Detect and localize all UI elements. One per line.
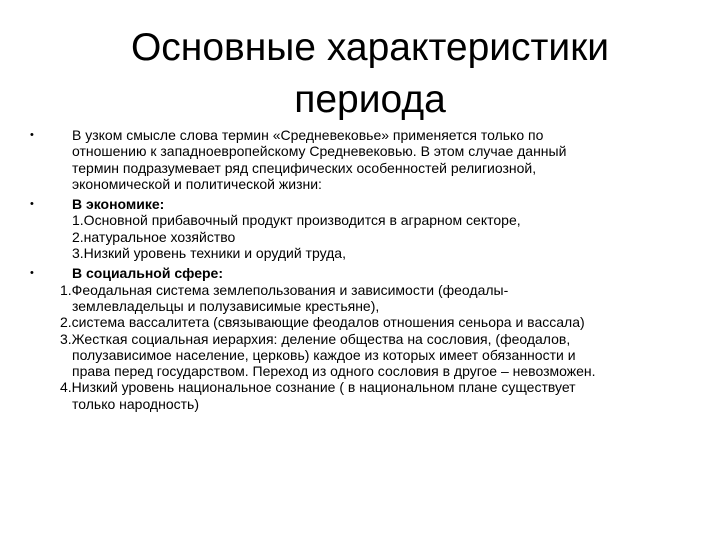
bullet-icon: • <box>30 267 34 280</box>
list-item-continuation: только народность) <box>72 395 199 412</box>
section-heading-social: В социальной сфере: <box>72 265 223 282</box>
list-item-continuation: землевладельцы и полузависимые крестьяне), <box>72 297 380 314</box>
bullet-icon: • <box>30 198 34 211</box>
text-line: термин подразумевает ряд специфических особенностей религиозной, <box>72 159 537 176</box>
title-line-2: периода <box>294 78 446 121</box>
section-heading-economy: В экономике: <box>72 196 165 213</box>
text-line: отношению к западноевропейскому Средневековью. В этом случае данный <box>72 143 567 160</box>
list-item: 1.Феодальная система землепользования и зависимости (феодалы- <box>60 281 509 298</box>
text-line: В узком смысле слова термин «Средневековье» применяется только по <box>72 127 544 143</box>
list-item: 3.Низкий уровень техники и орудий труда, <box>72 245 346 262</box>
bullet-item-social <box>30 265 700 281</box>
slide-title <box>70 22 670 126</box>
economy-list <box>30 212 700 261</box>
social-list <box>30 282 700 412</box>
bullet-item-economy <box>30 196 700 212</box>
list-item-continuation: полузависимое население, церковь) каждое из которых имеет обязанности и <box>72 346 576 363</box>
list-item: 1.Основной прибавочный продукт производится в аграрном секторе, <box>72 212 521 229</box>
slide-body <box>30 127 700 412</box>
list-item: 2.система вассалитета (связывающие феодалов отношения сеньора и вассала) <box>60 314 585 331</box>
list-item: 4.Низкий уровень национальное сознание ( в национальном плане существует <box>60 379 576 396</box>
bullet-item-definition <box>30 127 700 192</box>
list-item: 3.Жесткая социальная иерархия: деление общества на сословия, (феодалов, <box>60 330 571 347</box>
text-line: экономической и политической жизни: <box>72 175 322 192</box>
title-line-1: Основные характеристики <box>130 26 610 69</box>
list-item-continuation: права перед государством. Переход из одного сословия в другое – невозможен. <box>72 363 596 380</box>
list-item: 2.натуральное хозяйство <box>72 228 236 245</box>
bullet-icon: • <box>30 129 34 141</box>
